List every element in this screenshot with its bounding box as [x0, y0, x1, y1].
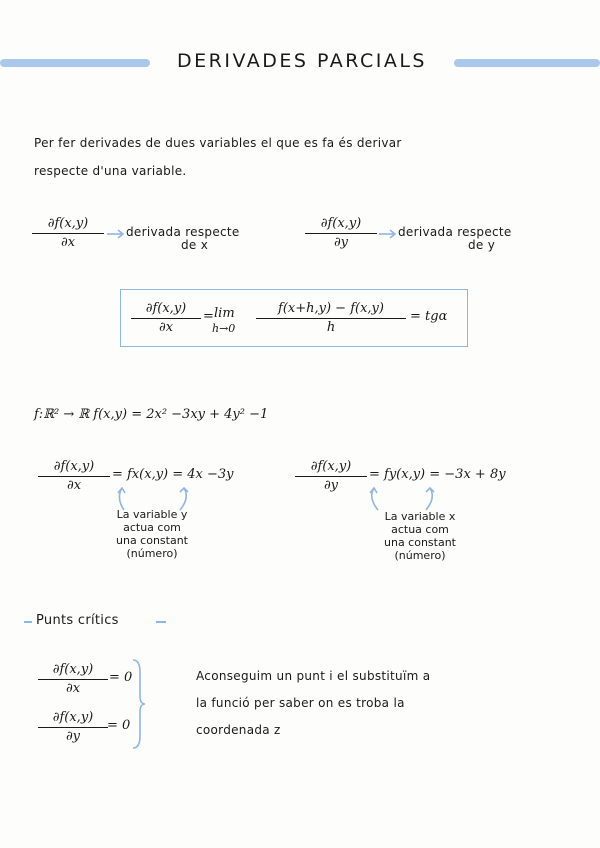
arrow-icon [360, 484, 450, 512]
limit-lhs-num: ∂f(x,y) [145, 301, 187, 316]
limit-quotient-num: f(x+h,y) − f(x,y) [278, 301, 384, 316]
dy-note-line: (número) [394, 549, 446, 562]
dy-expression: = fy(x,y) = −3x + 8y [369, 467, 506, 482]
dy-den: ∂y [323, 478, 339, 493]
limit-quotient-den: h [326, 320, 336, 335]
fraction-bar [38, 679, 108, 680]
fraction-bar [256, 318, 406, 319]
dy-note-line: La variable x [384, 510, 456, 523]
def-x-den: ∂x [60, 235, 76, 250]
critical-eq1-fraction [38, 662, 108, 697]
title-bar-left [0, 59, 150, 67]
dy-fraction [295, 459, 367, 494]
dx-fraction [38, 459, 110, 494]
dx-note-line: una constant [116, 534, 188, 547]
section-rule-right [156, 621, 166, 623]
limit-result: = tgα [410, 309, 448, 324]
fraction-bar [295, 476, 367, 477]
limit-lhs-den: ∂x [158, 320, 174, 335]
def-y-num: ∂f(x,y) [320, 216, 362, 231]
def-y-den: ∂y [333, 235, 349, 250]
dx-note-line: La variable y [116, 508, 188, 521]
def-y-label-2: de y [468, 238, 496, 252]
limit-lim: lim [214, 306, 235, 321]
limit-lim-sub: h→0 [212, 322, 236, 335]
fraction-bar [305, 233, 377, 234]
title-bar-right [454, 59, 600, 67]
dx-expression: = fx(x,y) = 4x −3y [112, 467, 234, 482]
critical-text-1: Aconseguim un punt i el substituïm a [196, 669, 431, 683]
dy-num: ∂f(x,y) [310, 459, 352, 474]
critical-eq2-fraction [38, 710, 108, 745]
critical-eq1-rhs: = 0 [109, 670, 133, 685]
dx-note-line: (número) [126, 547, 178, 560]
def-y-label-1: derivada respecte [398, 225, 512, 239]
arrow-icon [378, 229, 398, 239]
dx-note [96, 508, 208, 560]
critical-eq1-num: ∂f(x,y) [52, 662, 94, 677]
dy-note [364, 510, 476, 562]
section-heading: Punts crítics [36, 613, 119, 628]
critical-eq2-num: ∂f(x,y) [52, 710, 94, 725]
def-x-num: ∂f(x,y) [47, 216, 89, 231]
fraction-bar [131, 318, 201, 319]
critical-text-2: la funció per saber on es troba la [196, 696, 405, 710]
fraction-bar [38, 476, 110, 477]
section-rule-left [24, 621, 32, 623]
limit-quotient [256, 301, 406, 336]
def-x-fraction [32, 216, 104, 251]
critical-eq1-den: ∂x [65, 681, 81, 696]
dy-note-line: una constant [384, 536, 456, 549]
dx-note-line: actua com [123, 521, 181, 534]
brace-icon [130, 658, 146, 750]
fraction-bar [38, 727, 108, 728]
critical-eq2-den: ∂y [65, 729, 81, 744]
page-title: DERIVADES PARCIALS [177, 50, 427, 72]
intro-line-2: respecte d'una variable. [34, 164, 187, 178]
intro-line-1: Per fer derivades de dues variables el que es fa és derivar [34, 136, 402, 150]
dx-den: ∂x [66, 478, 82, 493]
def-y-fraction [305, 216, 377, 251]
arrow-icon [106, 229, 126, 239]
def-x-label-2: de x [181, 238, 209, 252]
critical-eq2-rhs: = 0 [107, 718, 131, 733]
limit-lhs-fraction [131, 301, 201, 336]
dy-note-line: actua com [391, 523, 449, 536]
critical-text-3: coordenada z [196, 723, 281, 737]
example-function: f:ℝ² → ℝ f(x,y) = 2x² −3xy + 4y² −1 [34, 407, 269, 422]
def-x-label-1: derivada respecte [126, 225, 240, 239]
fraction-bar [32, 233, 104, 234]
dx-num: ∂f(x,y) [53, 459, 95, 474]
limit-eq: = [203, 309, 214, 324]
